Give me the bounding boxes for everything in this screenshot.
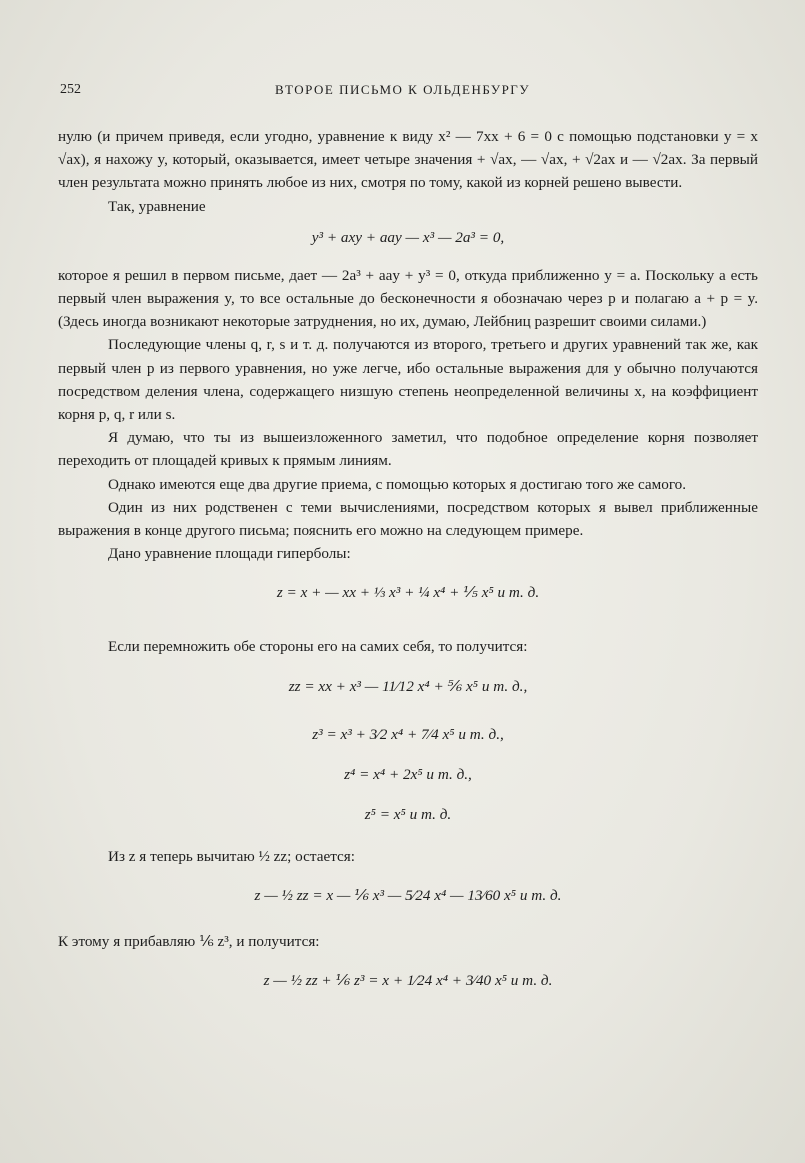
page-body bbox=[58, 125, 758, 1009]
running-title: ВТОРОЕ ПИСЬМО К ОЛЬДЕНБУРГУ bbox=[274, 82, 531, 97]
paragraph: Последующие члены q, r, s и т. д. получаются из второго, третьего и других уравнений так же, как первый член p из первого уравнения, но уже легче, ибо остальные выражения для y обычно получаются посредством деления члена, содержащего низшую степень неопределенной величины x, на коэффициент корня p, q, r или s. bbox=[58, 336, 758, 424]
paragraph: Однако имеются еще два другие приема, с помощью которых я достигаю того же самого. bbox=[108, 475, 687, 493]
equation: y³ + axy + aay — x³ — 2a³ = 0, bbox=[311, 228, 505, 246]
page-header bbox=[60, 80, 745, 100]
paragraph: К этому я прибавляю ⅙ z³, и получится: bbox=[58, 932, 320, 950]
paragraph: Так, уравнение bbox=[108, 197, 206, 215]
equation: z — ½ zz = x — ⅙ x³ — 5⁄24 x⁴ — 13⁄60 x⁵ и т. д. bbox=[254, 886, 562, 904]
paragraph: Я думаю, что ты из вышеизложенного заметил, что подобное определение корня позволяет переходить от площадей кривых к прямым линиям. bbox=[58, 429, 758, 470]
paragraph: Дано уравнение площади гиперболы: bbox=[108, 545, 351, 563]
paragraph: Если перемножить обе стороны его на самих себя, то получится: bbox=[108, 638, 528, 656]
equation: z³ = x³ + 3⁄2 x⁴ + 7⁄4 x⁵ и т. д., bbox=[312, 725, 504, 743]
page-number: 252 bbox=[60, 82, 81, 97]
equation: z — ½ zz + ⅙ z³ = x + 1⁄24 x⁴ + 3⁄40 x⁵ и т. д. bbox=[263, 972, 553, 990]
equation: z⁴ = x⁴ + 2x⁵ и т. д., bbox=[344, 765, 472, 783]
paragraph: нулю (и причем приведя, если угодно, уравнение к виду x² — 7xx + 6 = 0 с помощью подстановки y = x √ax), я нахожу y, который, оказывается, имеет четыре значения + √ax, — √ax, + √2ax и — √2ax. За первый член результата можно принять любое из них, смотря по тому, какой из корней решено вывести. bbox=[58, 128, 758, 192]
paragraph: Один из них родственен с теми вычислениями, посредством которых я вывел приближенные выражения в конце другого письма; пояснить его можно на следующем примере. bbox=[58, 498, 758, 540]
equation: zz = xx + x³ — 11⁄12 x⁴ + ⅚ x⁵ и т. д., bbox=[288, 677, 528, 695]
equation: z = x + — xx + ⅓ x³ + ¼ x⁴ + ⅕ x⁵ и т. д. bbox=[276, 584, 540, 602]
equation: z⁵ = x⁵ и т. д. bbox=[364, 805, 452, 823]
paragraph: Из z я теперь вычитаю ½ zz; остается: bbox=[108, 847, 355, 865]
paragraph: которое я решил в первом письме, дает — 2a³ + aay + y³ = 0, откуда приближенно y = a. Поскольку a есть первый член выражения y, то все остальные до бесконечности я обозначаю через p и полагаю a + p = y. (Здесь иногда возникают некоторые затруднения, но их, думаю, Лейбниц разрешит своими силами.) bbox=[58, 266, 758, 331]
